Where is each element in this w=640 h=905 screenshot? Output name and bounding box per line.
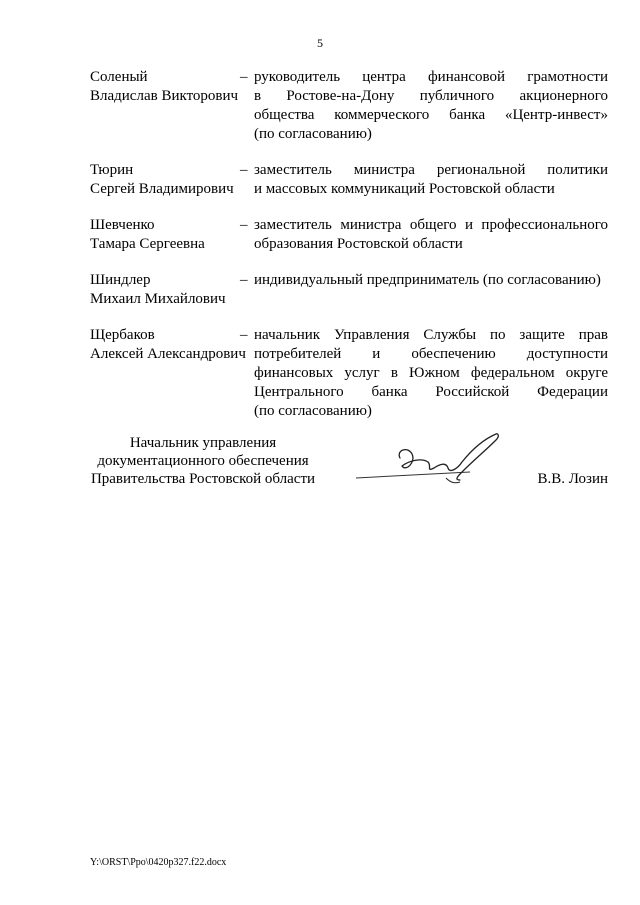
signatory-title-line: Начальник управления xyxy=(129,435,277,451)
position-description xyxy=(254,326,608,421)
given-name: Алексей Александрович xyxy=(90,346,246,362)
surname: Шевченко xyxy=(90,217,155,233)
surname: Щербаков xyxy=(90,327,155,343)
description-line: финансовых услуг в Южном федеральном округе xyxy=(254,365,608,381)
description-line: руководитель центра финансовой грамотности xyxy=(254,69,608,85)
signature-block xyxy=(88,434,608,494)
list-item xyxy=(90,68,608,144)
description-line: и массовых коммуникаций Ростовской области xyxy=(254,181,555,197)
signatory-title xyxy=(88,434,318,488)
person-name xyxy=(90,326,246,421)
description-line: (по согласованию) xyxy=(254,403,372,419)
position-description xyxy=(254,216,608,254)
members-list xyxy=(90,68,608,438)
description-line: (по согласованию) xyxy=(254,126,372,142)
dash-separator: – xyxy=(240,217,248,233)
description-line: общества коммерческого банка «Центр-инвест» xyxy=(254,107,608,123)
list-item xyxy=(90,271,608,309)
surname: Соленый xyxy=(90,69,148,85)
position-description xyxy=(254,271,608,309)
person-name xyxy=(90,216,240,254)
description-line: потребителей и обеспечению доступности xyxy=(254,346,608,362)
person-name xyxy=(90,271,240,309)
position-description xyxy=(254,68,608,144)
signatory-title-line: Правительства Ростовской области xyxy=(90,471,316,487)
signatory-title-line: документационного обеспечения xyxy=(97,453,309,469)
person-name xyxy=(90,161,240,199)
given-name: Сергей Владимирович xyxy=(90,181,234,197)
description-line: начальник Управления Службы по защите прав xyxy=(254,327,608,343)
surname: Тюрин xyxy=(90,162,134,178)
dash-separator: – xyxy=(240,272,248,288)
description-line: в Ростове-на-Дону публичного акционерного xyxy=(254,88,608,104)
surname: Шиндлер xyxy=(90,272,151,288)
description-line: заместитель министра региональной политики xyxy=(254,162,608,178)
dash-separator: – xyxy=(240,327,248,343)
handwritten-signature xyxy=(350,428,510,492)
page-number: 5 xyxy=(317,36,323,50)
file-path: Y:\ORST\Ppo\0420p327.f22.docx xyxy=(90,857,227,868)
description-line: Центрального банка Российской Федерации xyxy=(254,384,608,400)
list-item xyxy=(90,216,608,254)
position-description xyxy=(254,161,608,199)
person-name xyxy=(90,68,240,144)
dash-separator: – xyxy=(240,162,248,178)
signatory-name: В.В. Лозин xyxy=(537,471,608,487)
given-name: Владислав Викторович xyxy=(90,88,239,104)
given-name: Тамара Сергеевна xyxy=(90,236,205,252)
description-line: образования Ростовской области xyxy=(254,236,463,252)
list-item xyxy=(90,161,608,199)
dash-separator: – xyxy=(240,69,248,85)
description-line: индивидуальный предприниматель (по согласованию) xyxy=(254,272,601,288)
description-line: заместитель министра общего и профессионального xyxy=(254,217,608,233)
list-item xyxy=(90,326,608,421)
given-name: Михаил Михайлович xyxy=(90,291,226,307)
